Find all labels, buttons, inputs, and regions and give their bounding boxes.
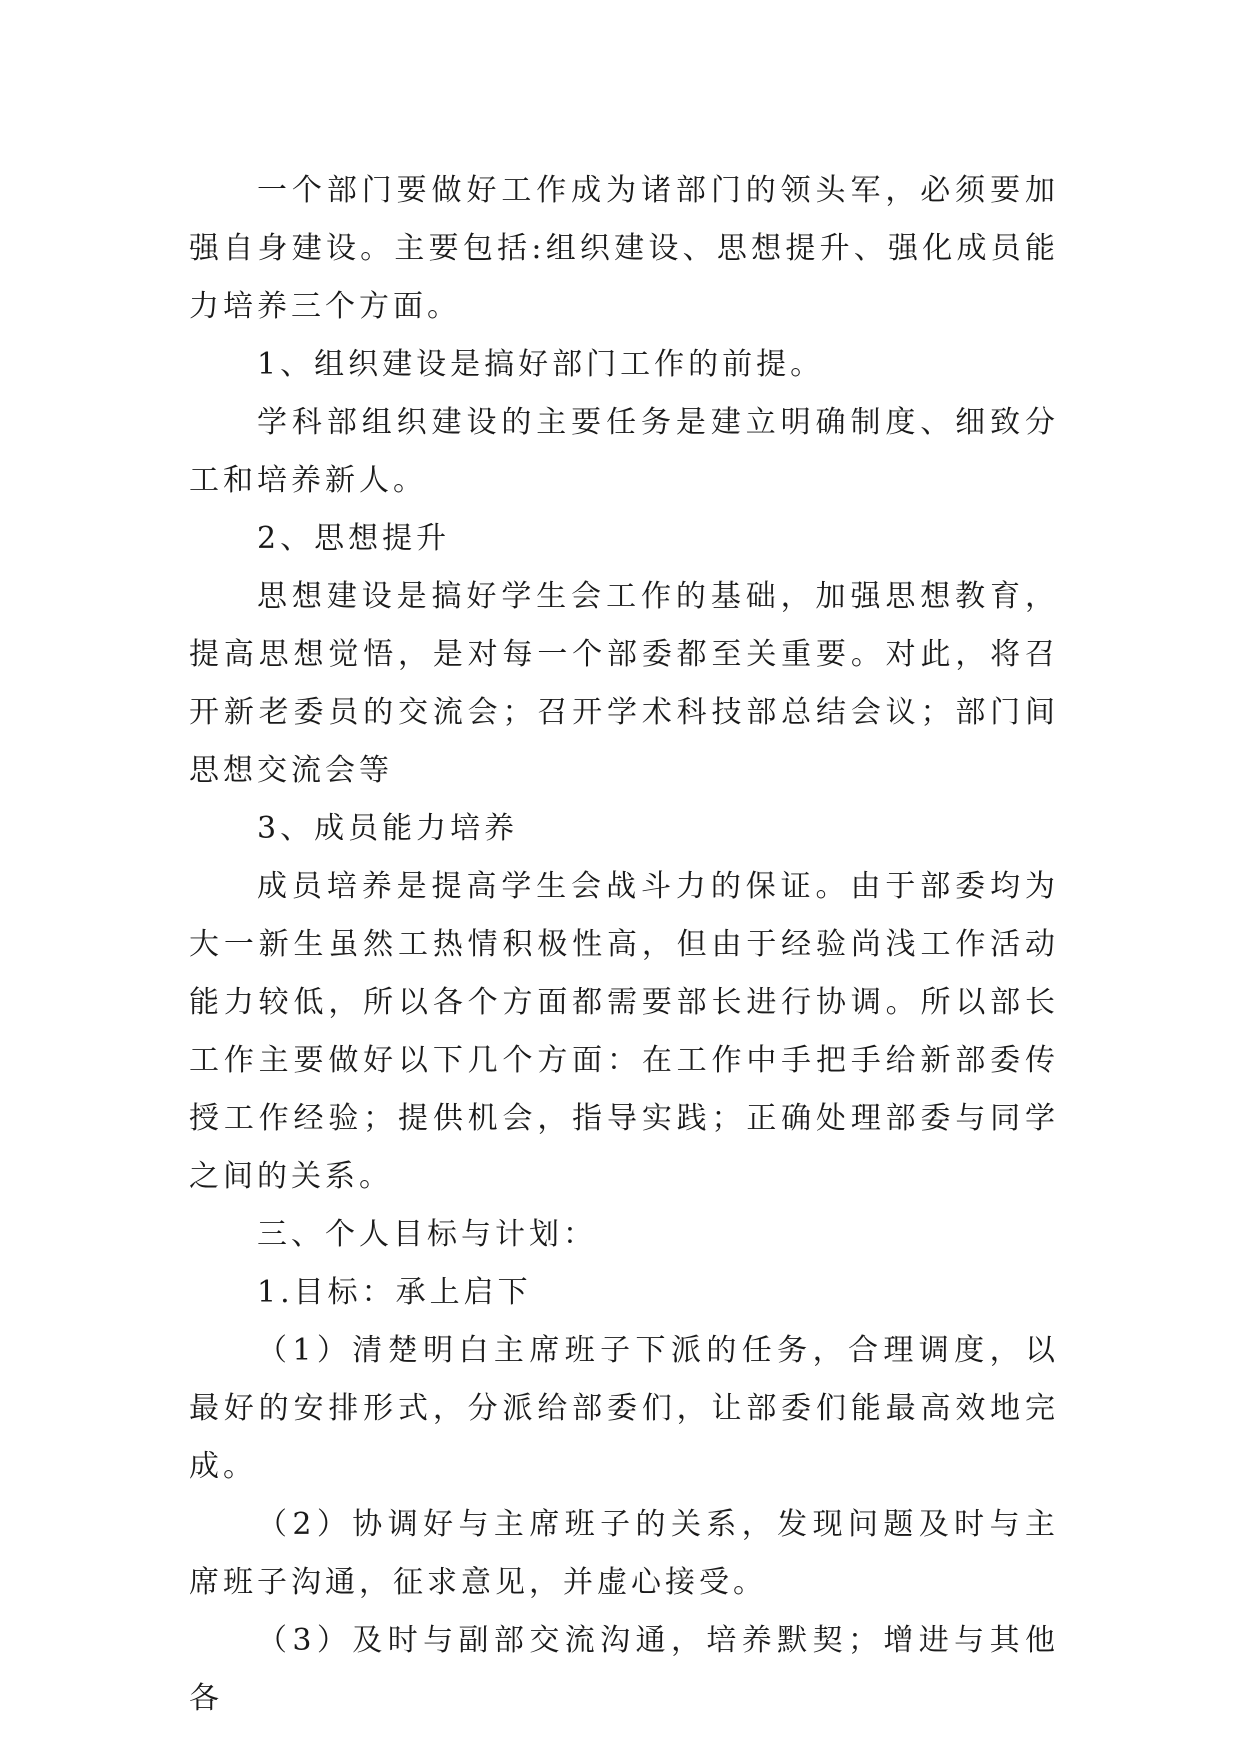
paragraph: （3）及时与副部交流沟通，培养默契；增进与其他各 bbox=[189, 1623, 1059, 1716]
paragraph: 2、思想提升 bbox=[257, 521, 451, 556]
paragraph: 1.目标：承上启下 bbox=[257, 1275, 532, 1310]
paragraph: （1）清楚明白主席班子下派的任务，合理调度，以最好的安排形式，分派给部委们，让部委们能最高效地完成。 bbox=[189, 1333, 1059, 1484]
paragraph: 一个部门要做好工作成为诸部门的领头军，必须要加强自身建设。主要包括:组织建设、思想提升、强化成员能力培养三个方面。 bbox=[189, 173, 1059, 324]
paragraph: （2）协调好与主席班子的关系，发现问题及时与主席班子沟通，征求意见，并虚心接受。 bbox=[189, 1507, 1059, 1600]
paragraph: 成员培养是提高学生会战斗力的保证。由于部委均为大一新生虽然工热情积极性高，但由于经验尚浅工作活动能力较低，所以各个方面都需要部长进行协调。所以部长工作主要做好以下几个方面：在工作中手把手给新部委传授工作经验；提供机会，指导实践；正确处理部委与同学之间的关系。 bbox=[189, 869, 1059, 1194]
paragraph: 思想建设是搞好学生会工作的基础，加强思想教育，提高思想觉悟，是对每一个部委都至关重要。对此，将召开新老委员的交流会；召开学术科技部总结会议；部门间思想交流会等 bbox=[189, 579, 1059, 788]
paragraph: 学科部组织建设的主要任务是建立明确制度、细致分工和培养新人。 bbox=[189, 405, 1059, 498]
document-body bbox=[189, 162, 1059, 1728]
paragraph: 1、组织建设是搞好部门工作的前提。 bbox=[257, 347, 825, 382]
paragraph: 3、成员能力培养 bbox=[257, 811, 519, 846]
paragraph: 三、个人目标与计划： bbox=[257, 1217, 597, 1252]
